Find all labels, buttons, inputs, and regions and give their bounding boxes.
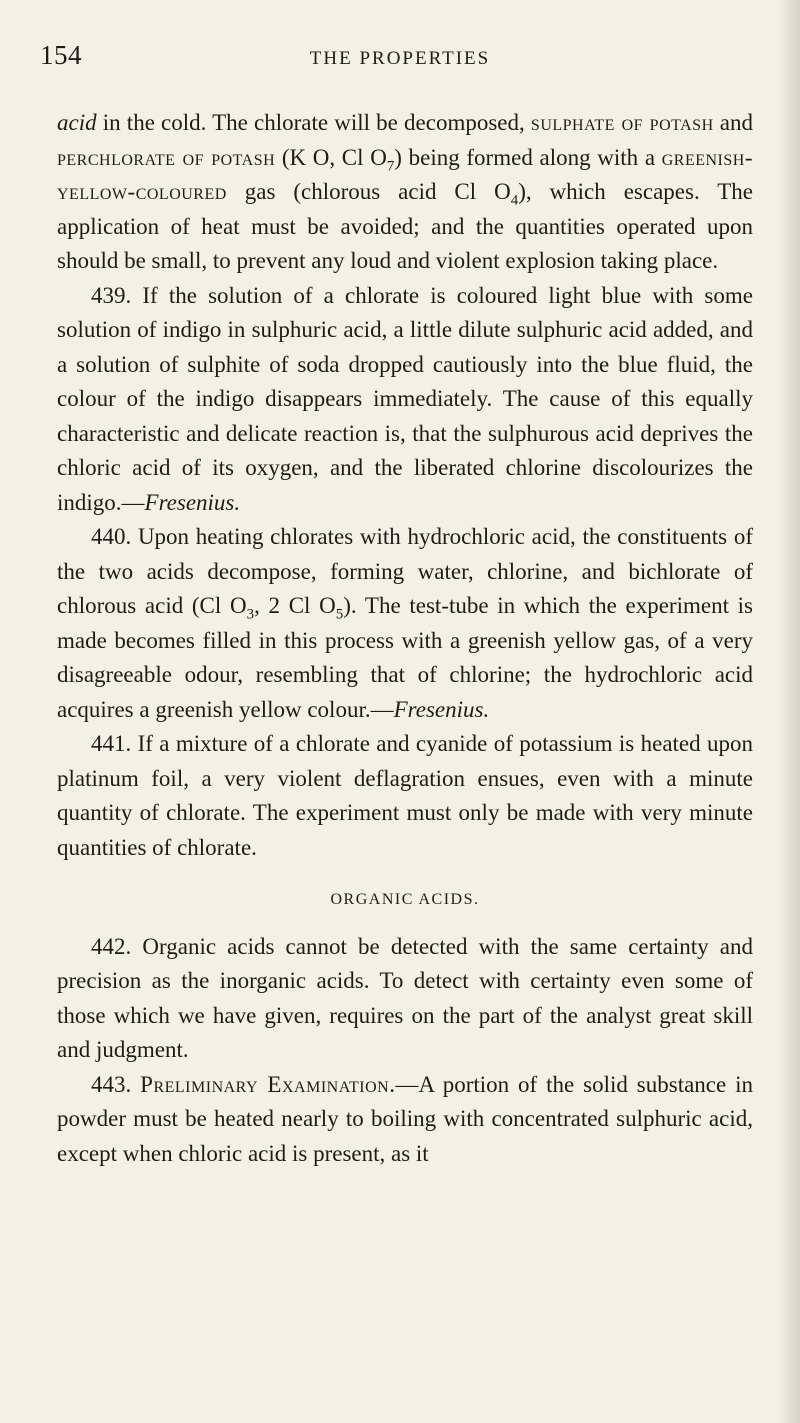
- small-caps-term: perchlorate of potash: [57, 144, 276, 170]
- page-number: 154: [40, 40, 82, 70]
- text-run: 440. Upon heating chlorates with hydrochloric acid, the constituents of the two acids decompose, forming water, chlorine, and bichlorate of chlorous acid (Cl O: [57, 524, 753, 618]
- text-run: 443.: [91, 1071, 141, 1097]
- paragraph-441: 441. If a mixture of a chlorate and cyanide of potassium is heated upon platinum foil, a very violent deflagration ensues, even with a minute quantity of chlorate. The experiment must only be made with very minute quantities of chlorate.: [57, 731, 753, 860]
- subscript: 4: [510, 192, 519, 209]
- text-run: 439. If the solution of a chlorate is coloured light blue with some solution of indigo in sulphuric acid, a little dilute sulphuric acid added, and a solution of sulphite of soda dropped cautiously into the blue fluid, the colour of the indigo disappears immediately. The cause of this equally characteristic and delicate reaction is, that the sulphurous acid deprives the chloric acid of its oxygen, and the liberated chlorine discolourizes the indigo.—: [57, 282, 753, 515]
- formula-text: (K O, Cl O: [275, 144, 387, 170]
- small-caps-term: Preliminary Examination.: [140, 1071, 396, 1097]
- small-caps-term: sulphate of potash: [530, 110, 714, 135]
- body-text: [57, 106, 753, 1171]
- text-run: —A portion of the solid substance in powder must be heated nearly to boiling with concentrated sulphuric acid, except when chloric acid is present, as it: [57, 1071, 754, 1166]
- paragraph-continuation: [57, 106, 753, 279]
- small-caps-term: greenish-yellow-coloured: [57, 144, 753, 204]
- paragraph-439: [57, 279, 753, 521]
- text-run: in the cold. The chlorate will be decomposed,: [96, 110, 531, 135]
- formula-text: gas (chlorous acid Cl O: [226, 179, 511, 204]
- section-heading: ORGANIC ACIDS.: [330, 891, 480, 908]
- running-head: [40, 40, 760, 80]
- subscript: 5: [335, 606, 344, 623]
- paragraph-440: [57, 520, 753, 727]
- text-run: ), which escapes. The application of heat must be avoided; and the quantities operated upon should be small, to prevent any loud and violent explosion taking place.: [57, 179, 753, 273]
- paragraph-442: 442. Organic acids cannot be detected with the same certainty and precision as the inorganic acids. To detect with certainty even some of those which we have given, requires on the part of the analyst great skill and judgment.: [57, 933, 753, 1062]
- citation: Fresenius.: [144, 489, 241, 515]
- italic-word: acid: [57, 110, 97, 135]
- formula-text: , 2 Cl O: [254, 593, 336, 618]
- subscript: 3: [246, 606, 255, 623]
- page-edge-shadow: [778, 0, 800, 1423]
- text-run: and: [713, 110, 753, 135]
- text-run: ). The test-tube in which the experiment is made becomes filled in this process with a greenish yellow gas, of a very disagreeable odour, resembling that of chlorine; the hydrochloric acid acquires a greenish yellow colour.—: [57, 593, 753, 722]
- paragraph-443: [57, 1068, 753, 1172]
- text-run: ) being formed along with a: [394, 144, 662, 170]
- running-title: THE PROPERTIES: [309, 48, 491, 69]
- subscript: 7: [386, 158, 395, 175]
- citation: Fresenius.: [393, 696, 490, 722]
